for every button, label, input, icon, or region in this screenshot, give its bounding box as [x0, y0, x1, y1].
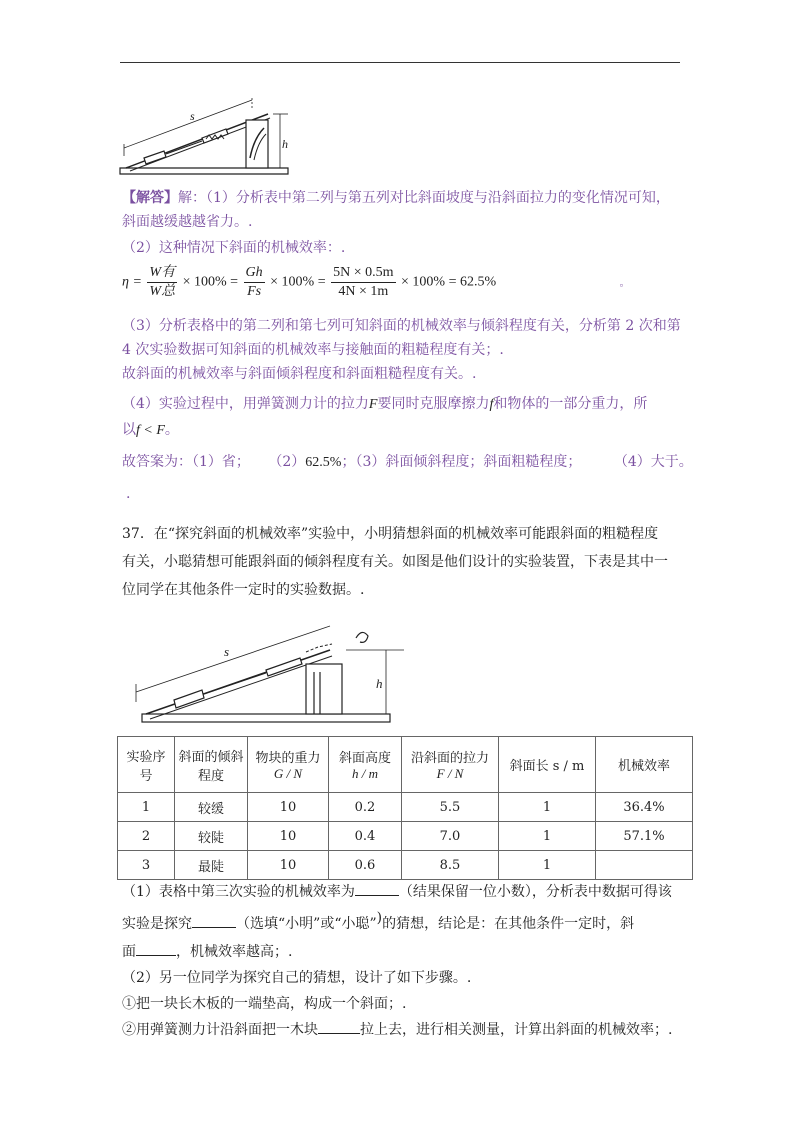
header-cell: 机械效率: [596, 737, 693, 793]
subquestion-1-conclusion: 面 ，机械效率越高；.: [122, 944, 293, 960]
step-1: ①把一块长木板的一端垫高，构成一个斜面；.: [122, 996, 407, 1012]
header-cell: 斜面长 s / m: [499, 737, 596, 793]
header-cell: 斜面高度 h / m: [329, 737, 402, 793]
figure1-h-label: h: [282, 137, 288, 151]
subquestion-2: （2）另一位同学为探究自己的猜想，设计了如下步骤。.: [122, 970, 472, 986]
figure2-s-label: s: [224, 644, 230, 659]
answer-line-3: （2）这种情况下斜面的机械效率：.: [122, 240, 346, 256]
question-line-2: 有关，小聪猜想可能跟斜面的倾斜程度有关。如图是他们设计的实验装置，下表是其中一: [122, 554, 668, 570]
table-row: 3 最陡 10 0.6 8.5 1: [118, 851, 693, 880]
answer-line-7: 故斜面的机械效率与斜面倾斜程度和斜面粗糙程度有关。.: [122, 366, 477, 382]
answer-line-5: （3）分析表格中的第二列和第七列可知斜面的机械效率与倾斜程度有关，分析第 2 次和第: [122, 318, 681, 334]
answer-tag: 【解答】: [122, 190, 178, 206]
answer-blank-guess[interactable]: [192, 927, 236, 928]
answer-blank-method[interactable]: [318, 1033, 360, 1034]
table-header-row: [118, 737, 693, 793]
header-cell: 沿斜面的拉力 F / N: [402, 737, 499, 793]
header-cell: 斜面的倾斜 程度: [175, 737, 248, 793]
incline-figure-1: [118, 98, 296, 180]
answer-blank-efficiency[interactable]: [355, 895, 399, 896]
answer-trailing-dot: .: [126, 486, 131, 502]
header-cell: 物块的重力 G / N: [248, 737, 329, 793]
header-cell: 实验序 号: [118, 737, 175, 793]
table-row: 1 较缓 10 0.2 5.5 1 36.4%: [118, 793, 693, 822]
experiment-table: [117, 736, 693, 880]
question-line-1: 37．在“探究斜面的机械效率”实验中，小明猜想斜面的机械效率可能跟斜面的粗糙程度: [122, 526, 659, 542]
subquestion-1-cont: 实验是探究 （选填“小明”或“小聪”)的猜想，结论是：在其他条件一定时，斜: [122, 910, 635, 932]
answer-line-9: 以f < F。: [122, 422, 179, 438]
answer-summary: 故答案为：（1）省； （2）62.5%；（3）斜面倾斜程度；斜面粗糙程度； （4）大于。: [122, 454, 693, 470]
figure2-h-label: h: [376, 676, 383, 691]
question-line-3: 位同学在其他条件一定时的实验数据。.: [122, 582, 365, 598]
answer-line-1: 【解答】解：（1）分析表中第二列与第五列对比斜面坡度与沿斜面拉力的变化情况可知，: [122, 190, 670, 206]
table-row: 2 较陡 10 0.4 7.0 1 57.1%: [118, 822, 693, 851]
step-2: ②用弹簧测力计沿斜面把一木块 拉上去，进行相关测量，计算出斜面的机械效率；.: [122, 1022, 673, 1038]
incline-figure-2: [124, 616, 408, 728]
answer-line-2: 斜面越缓越越省力。.: [122, 214, 253, 230]
answer-line-6: 4 次实验数据可知斜面的机械效率与接触面的粗糙程度有关；.: [122, 342, 504, 358]
efficiency-formula: η = $\frac{\text{W有}}{\text{W总}}$ × 100% = $\frac{Gh}{Fs}$ × 100% = $\frac{5N \times 0.5m}{4N \times 1m}$ × 100% = 62.5% 。: [122, 265, 630, 299]
figure1-s-label: s: [190, 109, 195, 123]
answer-line-8: （4）实验过程中，用弹簧测力计的拉力F要同时克服摩擦力f和物体的一部分重力，所: [122, 396, 648, 412]
subquestion-1: （1）表格中第三次实验的机械效率为 （结果保留一位小数），分析表中数据可得该: [122, 884, 672, 900]
header-rule: [120, 62, 680, 63]
answer-blank-conclusion[interactable]: [136, 955, 176, 956]
